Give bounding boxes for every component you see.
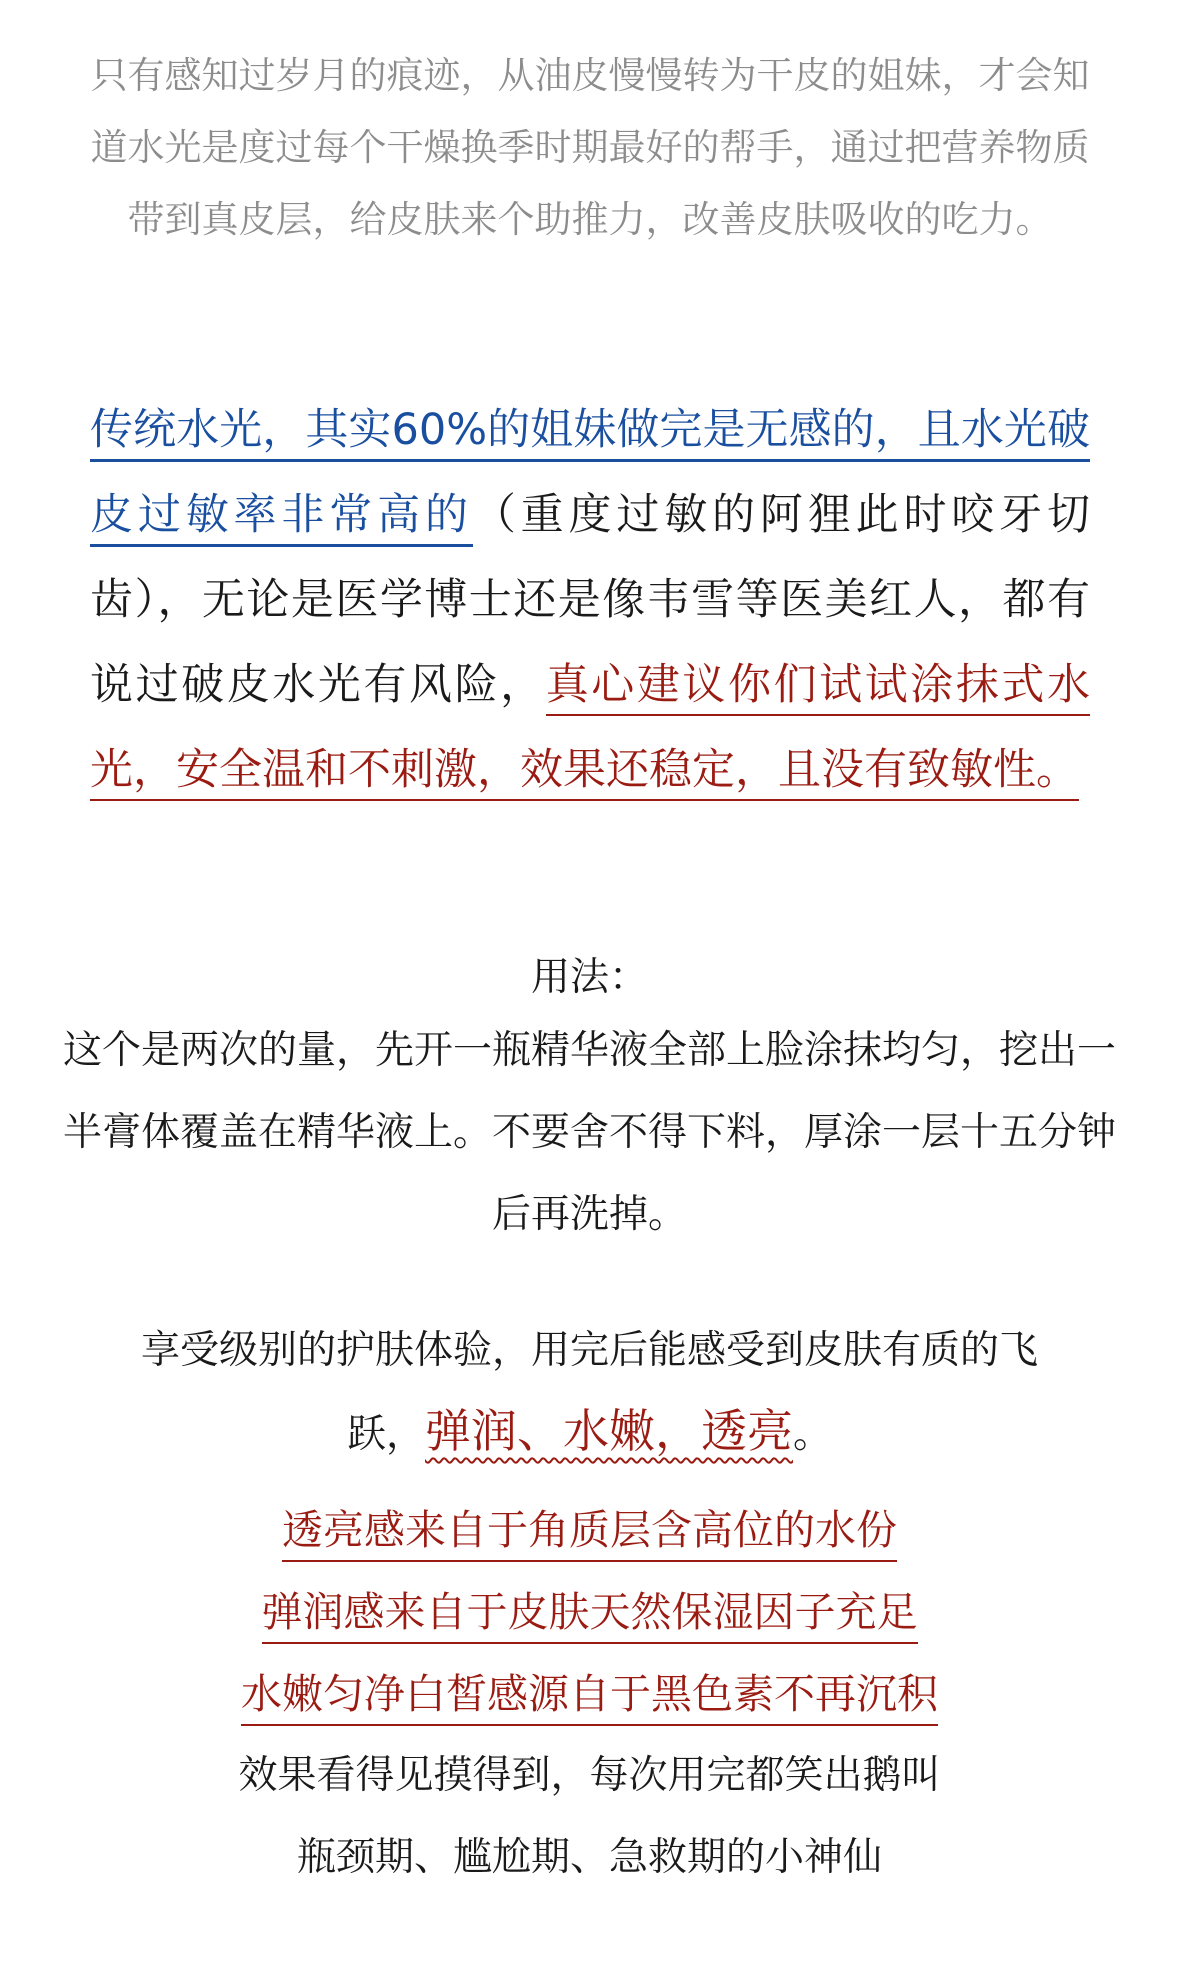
enjoy-highlight: 弹润、水嫩，透亮 (425, 1404, 793, 1458)
enjoy-line-2-suffix: 。 (793, 1412, 833, 1457)
intro-paragraph: 只有感知过岁月的痕迹，从油皮慢慢转为干皮的姐妹，才会知道水光是度过每个干燥换季时期最好的帮手，通过把营养物质带到真皮层，给皮肤来个助推力，改善皮肤吸收的吃力。 (90, 54, 1090, 241)
usage-body: 这个是两次的量，先开一瓶精华液全部上脸涂抹均匀，挖出一半膏体覆盖在精华液上。不要舍不得下料，厚涂一层十五分钟后再洗掉。 (62, 1028, 1116, 1237)
reason-line-3 (60, 1664, 1119, 1724)
reason-text-3: 水嫩匀净白皙感源自于黑色素不再沉积 (241, 1670, 938, 1726)
blue-highlight-text: 传统水光，其实60%的姐妹做完是无感的，且水光破皮过敏率非常高的 (90, 405, 1090, 547)
enjoy-line-2 (60, 1390, 1119, 1476)
usage-heading: 用法： (530, 955, 648, 1000)
enjoy-line-2-prefix: 跃， (346, 1412, 425, 1457)
reason-line-2 (60, 1582, 1119, 1642)
closing-line-2: 瓶颈期、尴尬期、急救期的小神仙 (296, 1835, 882, 1880)
warning-paragraph (90, 388, 1090, 813)
red-highlight-text: 真心建议你们试试涂抹式水光，安全温和不刺激，效果还稳定，且没有致敏性。 (90, 660, 1090, 801)
warning-plain-text: （重度过敏的阿狸此时咬牙切齿），无论是医学博士还是像韦雪等医美红人，都有说过破皮水光有风险， (90, 490, 1091, 710)
reason-text-1: 透亮感来自于角质层含高位的水份 (282, 1506, 897, 1562)
closing-line-1: 效果看得见摸得到，每次用完都笑出鹅叫 (238, 1753, 941, 1798)
reason-text-2: 弹润感来自于皮肤天然保湿因子充足 (262, 1588, 918, 1644)
reason-line-1 (60, 1500, 1119, 1560)
enjoy-line-1: 享受级别的护肤体验，用完后能感受到皮肤有质的飞 (140, 1328, 1038, 1373)
